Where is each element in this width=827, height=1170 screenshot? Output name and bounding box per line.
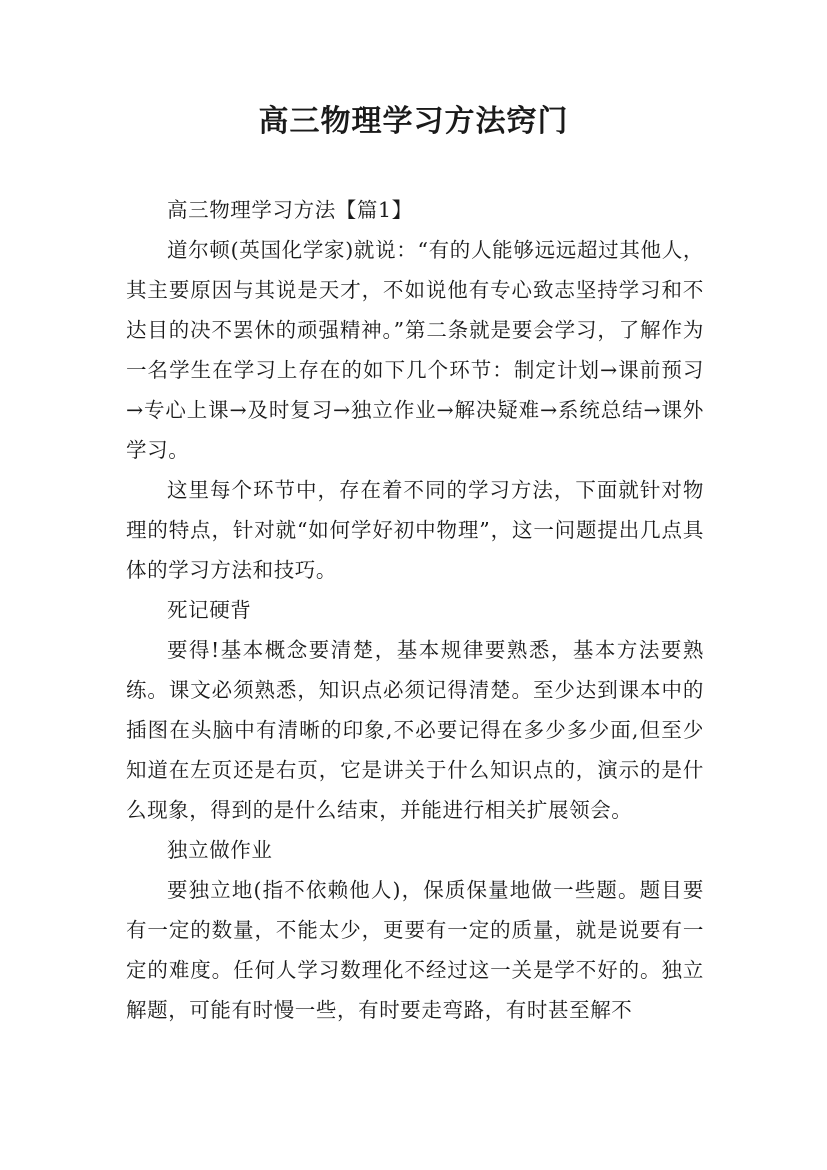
section-heading: 死记硬背 [167, 598, 252, 622]
body-paragraph: 这里每个环节中，存在着不同的学习方法，下面就针对物理的特点，针对就“如何学好初中物理”，这一问题提出几点具体的学习方法和技巧。 [126, 478, 704, 582]
body-paragraph: 要独立地(指不依赖他人)，保质保量地做一些题。题目要有一定的数量，不能太少，更要有一定的质量，就是说要有一定的难度。任何人学习数理化不经过这一关是学不好的。独立解题，可能有时慢一些，有时要走弯路，有时甚至解不 [126, 878, 704, 1022]
section-heading: 高三物理学习方法【篇1】 [167, 198, 413, 222]
document-body [126, 190, 704, 1030]
body-paragraph: 要得!基本概念要清楚，基本规律要熟悉，基本方法要熟练。课文必须熟悉，知识点必须记得清楚。至少达到课本中的插图在头脑中有清晰的印象,不必要记得在多少多少面,但至少知道在左页还是右页，它是讲关于什么知识点的，演示的是什么现象，得到的是什么结束，并能进行相关扩展领会。 [126, 638, 704, 822]
document-title: 高三物理学习方法窍门 [258, 104, 569, 139]
body-paragraph: 道尔顿(英国化学家)就说：“有的人能够远远超过其他人，其主要原因与其说是天才，不如说他有专心致志坚持学习和不达目的决不罢休的顽强精神。”第二条就是要会学习，了解作为一名学生在学习上存在的如下几个环节：制定计划→课前预习→专心上课→及时复习→独立作业→解决疑难→系统总结→课外学习。 [126, 238, 704, 462]
section-heading: 独立做作业 [167, 838, 273, 862]
